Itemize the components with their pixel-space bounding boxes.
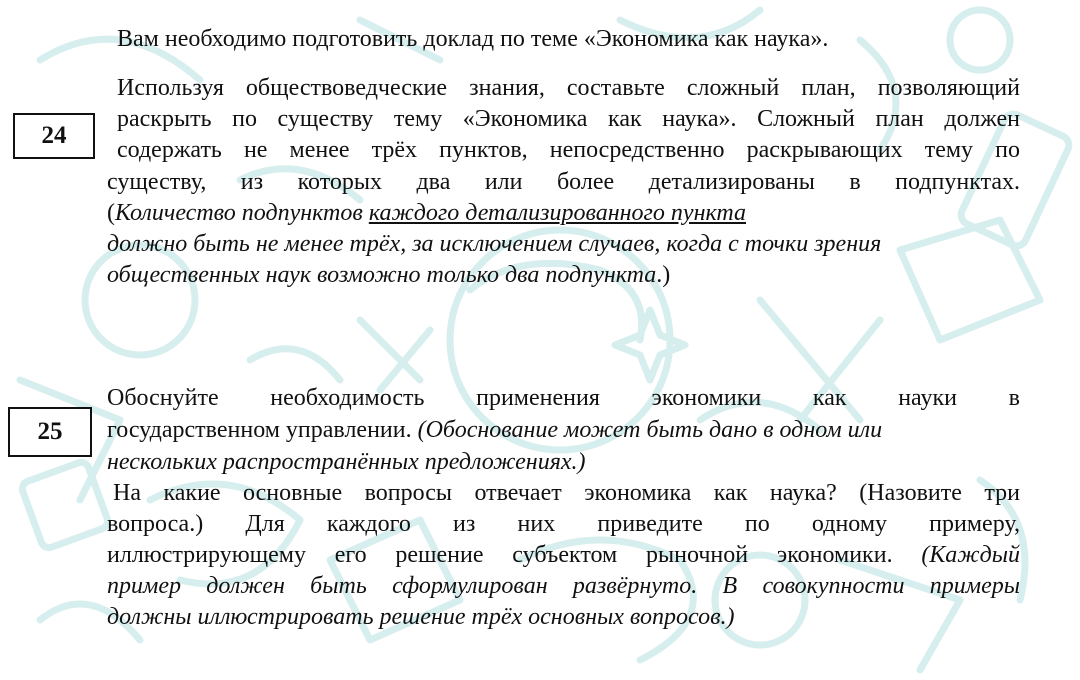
task25-line-6	[107, 540, 1020, 570]
task-intro: Вам необходимо подготовить доклад по теме «Экономика как наука».	[117, 26, 829, 52]
task25-line-6-regular: иллюстрирующему его решение субъектом рыночной экономики.	[107, 542, 922, 568]
task24-line-1: Используя обществоведческие знания, составьте сложный план, позволяющий	[117, 75, 1020, 101]
task25-line-1: Обоснуйте необходимость применения экономики как науки в	[107, 385, 1020, 411]
task24-line-2: раскрыть по существу тему «Экономика как наука». Сложный план должен	[117, 106, 1020, 132]
task24-line-3: содержать не менее трёх пунктов, непосредственно раскрывающих тему по	[117, 137, 1020, 163]
task25-line-3: нескольких распространённых предложениях.)	[107, 449, 586, 475]
task-number-25: 25	[8, 407, 92, 457]
task24-paren-open: (	[107, 200, 115, 226]
task24-line-7	[107, 260, 670, 290]
task25-line-2-regular: государственном управлении.	[107, 417, 418, 443]
task24-paren-close: .)	[656, 262, 671, 288]
task24-note-underlined: каждого детализированного пункта	[368, 200, 747, 226]
task25-line-8: должны иллюстрировать решение трёх основных вопросов.)	[107, 604, 735, 630]
task24-note-italic: Количество подпунктов	[115, 200, 369, 226]
task-number-24: 24	[13, 113, 95, 159]
task25-line-4: На какие основные вопросы отвечает экономика как наука? (Назовите три	[113, 480, 1020, 506]
task25-line-6-italic: (Каждый	[921, 542, 1020, 568]
task24-note-end-italic: общественных наук возможно только два подпункта	[107, 262, 657, 288]
task25-line-2-italic: (Обоснование может быть дано в одном или	[417, 417, 883, 443]
task25-line-2	[107, 415, 882, 445]
task25-line-7: пример должен быть сформулирован развёрнуто. В совокупности примеры	[107, 573, 1020, 599]
task25-line-5: вопроса.) Для каждого из них приведите по одному примеру,	[107, 511, 1020, 537]
task24-line-6: должно быть не менее трёх, за исключением случаев, когда с точки зрения	[107, 231, 882, 257]
task24-line-4: существу, из которых два или более детализированы в подпунктах.	[107, 169, 1020, 195]
task24-line-5	[107, 198, 746, 228]
